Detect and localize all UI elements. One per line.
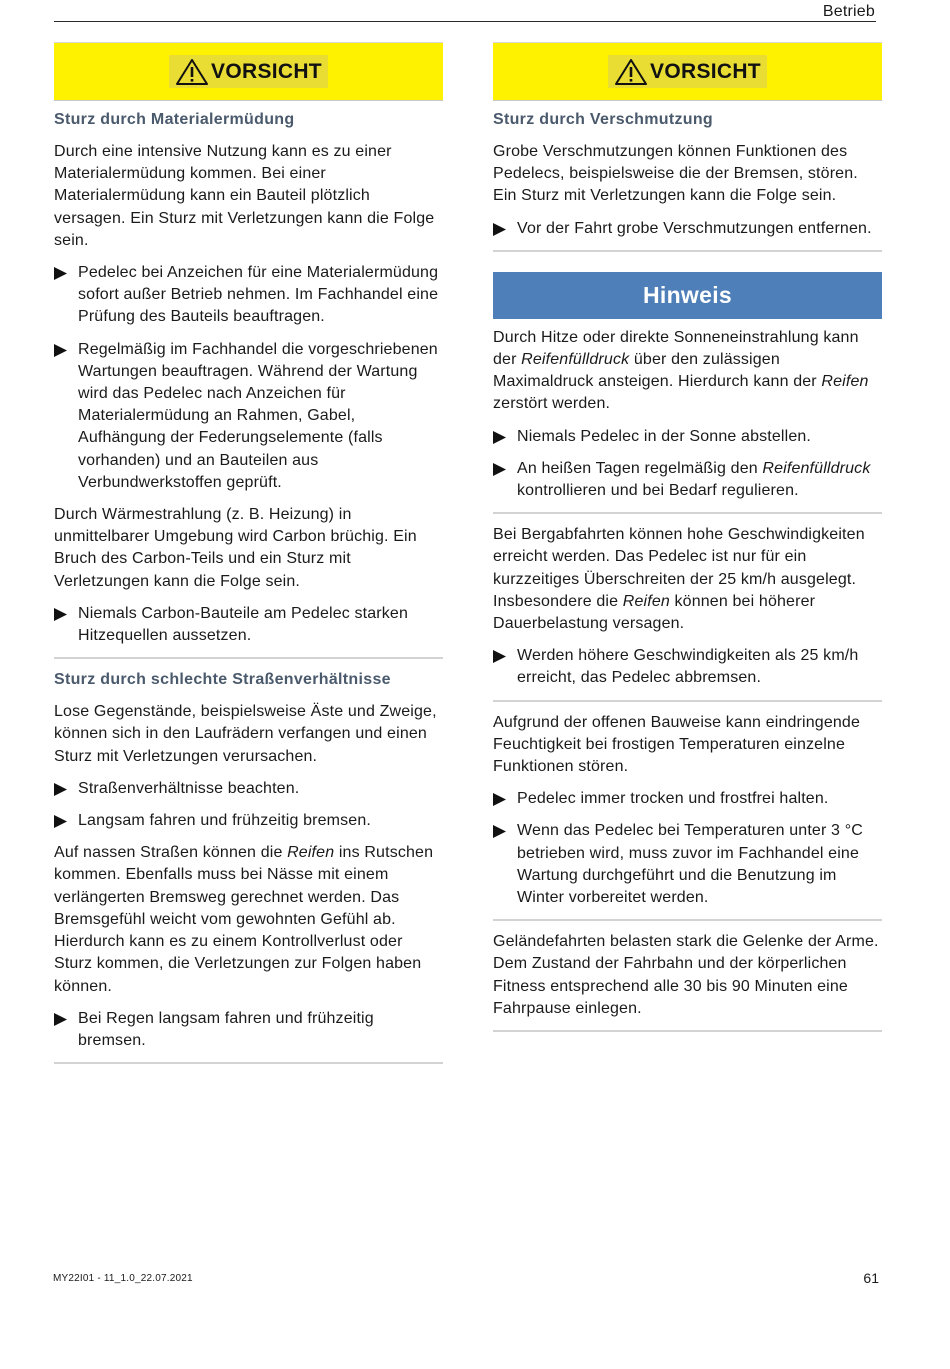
left-column xyxy=(54,42,443,1064)
bullet-arrow-icon xyxy=(54,778,78,800)
note-box: Hinweis xyxy=(493,272,882,319)
list-item xyxy=(493,788,882,810)
list-item-text: Pedelec immer trocken und frostfrei halten. xyxy=(517,790,829,808)
header-rule xyxy=(54,21,876,22)
footer-page-number: 61 xyxy=(863,1270,879,1286)
paragraph: Auf nassen Straßen können die Reifen ins Rutschen kommen. Ebenfalls muss bei Nässe mit einem verlängerten Bremsweg gerechnet werden. Das Bremsgefühl weicht vom gewohnten Gefühl ab. Hierdurch kann es zu einem Kontrollverlust oder Sturz kommen, die Verletzungen zur Folgen haben können. xyxy=(54,844,434,995)
list-item-text: Werden höhere Geschwindigkeiten als 25 km/h erreicht, das Pedelec abbremsen. xyxy=(517,647,859,687)
paragraph: Durch eine intensive Nutzung kann es zu einer Materialermüdung kommen. Bei einer Materialermüdung kann ein Bauteil plötzlich versagen. Ein Sturz mit Verletzungen kann die Folge sein. xyxy=(54,143,435,249)
list-item-text: Niemals Carbon-Bauteile am Pedelec starken Hitzequellen aussetzen. xyxy=(78,604,409,645)
list-item xyxy=(493,426,882,448)
section-divider xyxy=(493,250,882,252)
bullet-arrow-icon xyxy=(54,262,78,329)
list-item-text: Vor der Fahrt grobe Verschmutzungen entfernen. xyxy=(517,219,872,237)
list-item-text: Straßenverhältnisse beachten. xyxy=(78,779,300,797)
list-item xyxy=(54,603,443,647)
section-divider xyxy=(54,1062,443,1064)
warning-box-right xyxy=(493,42,882,101)
list-item xyxy=(54,339,443,494)
bullet-arrow-icon xyxy=(54,603,78,647)
list-item xyxy=(493,645,882,689)
paragraph: Aufgrund der offenen Bauweise kann eindringende Feuchtigkeit bei frostigen Temperaturen einzelne Funktionen stören. xyxy=(493,713,861,776)
section-divider xyxy=(493,1030,882,1032)
bullet-arrow-icon xyxy=(493,820,517,909)
section-divider xyxy=(54,657,443,659)
bullet-arrow-icon xyxy=(493,426,517,448)
list-item-text: Bei Regen langsam fahren und frühzeitig bremsen. xyxy=(78,1009,374,1049)
paragraph: Durch Wärmestrahlung (z. B. Heizung) in unmittelbarer Umgebung wird Carbon brüchig. Ein Bruch des Carbon-Teils und ein Sturz mit Verletzungen kann die Folge sein. xyxy=(54,506,417,590)
bullet-arrow-icon xyxy=(493,645,517,689)
list-item-text: Niemals Pedelec in der Sonne abstellen. xyxy=(517,427,812,445)
bullet-arrow-icon xyxy=(54,1008,78,1052)
list-item-text: Langsam fahren und frühzeitig bremsen. xyxy=(78,812,371,830)
bullet-arrow-icon xyxy=(493,788,517,810)
list-item-text: Wenn das Pedelec bei Temperaturen unter 3 °C betrieben wird, muss zuvor im Fachhandel eine Wartung durchgeführt und die Benutzung im Winter vorbereitet werden. xyxy=(517,822,863,907)
warning-label xyxy=(608,55,767,88)
bullet-arrow-icon xyxy=(493,458,517,502)
subheading-material-fatigue: Sturz durch Materialermüdung xyxy=(54,111,295,128)
list-item-text: Regelmäßig im Fachhandel die vorgeschriebenen Wartungen beauftragen. Während der Wartung wird das Pedelec nach Anzeichen für Materialermüdung an Rahmen, Gabel, Aufhängung der Federungselemente (falls vorhanden) und an Bauteilen aus Verbundwerkstoffen geprüft. xyxy=(78,340,438,491)
list-item xyxy=(493,218,882,240)
paragraph: Lose Gegenstände, beispielsweise Äste und Zweige, können sich in den Laufrädern verfangen und einen Sturz mit Verletzungen verursachen. xyxy=(54,703,437,765)
paragraph: Bei Bergabfahrten können hohe Geschwindigkeiten erreicht werden. Das Pedelec ist nur für ein kurzzeitiges Überschreiten der 25 km/h ausgelegt. Insbesondere die Reifen können bei höherer Dauerbelastung versagen. xyxy=(493,526,865,633)
bullet-arrow-icon xyxy=(54,810,78,832)
warning-label xyxy=(169,55,328,88)
subheading-dirt: Sturz durch Verschmutzung xyxy=(493,111,713,128)
warning-box-left xyxy=(54,42,443,101)
subheading-road-conditions: Sturz durch schlechte Straßenverhältnisse xyxy=(54,671,391,689)
warning-triangle-icon xyxy=(614,58,648,86)
right-column xyxy=(493,42,882,1032)
bullet-arrow-icon xyxy=(54,339,78,494)
paragraph: Geländefahrten belasten stark die Gelenke der Arme. Dem Zustand der Fahrbahn und der körperlichen Fitness entsprechend alle 30 bis 90 Minuten eine Fahrpause einlegen. xyxy=(493,933,879,1017)
list-item-text: Pedelec bei Anzeichen für eine Materialermüdung sofort außer Betrieb nehmen. Im Fachhandel eine Prüfung des Bauteils beauftragen. xyxy=(78,264,439,326)
list-item xyxy=(54,778,443,800)
section-divider xyxy=(493,512,882,514)
list-item-text: An heißen Tagen regelmäßig den Reifenfülldruck kontrollieren und bei Bedarf regulieren. xyxy=(517,459,871,500)
warning-text: VORSICHT xyxy=(211,60,322,83)
list-item xyxy=(54,262,443,329)
warning-triangle-icon xyxy=(175,58,209,86)
section-divider xyxy=(493,700,882,702)
header-section-title: Betrieb xyxy=(822,3,875,20)
warning-text: VORSICHT xyxy=(650,60,761,83)
bullet-arrow-icon xyxy=(493,218,517,240)
section-divider xyxy=(493,919,882,921)
paragraph: Durch Hitze oder direkte Sonneneinstrahlung kann der Reifenfülldruck über den zulässigen Maximaldruck ansteigen. Hierdurch kann der Reifen zerstört werden. xyxy=(493,328,869,413)
footer-doc-id: MY22I01 - 11_1.0_22.07.2021 xyxy=(53,1273,193,1284)
paragraph: Grobe Verschmutzungen können Funktionen des Pedelecs, beispielsweise die der Bremsen, stören. Ein Sturz mit Verletzungen kann die Folge sein. xyxy=(493,143,858,205)
list-item xyxy=(493,820,882,909)
list-item xyxy=(54,810,443,832)
list-item xyxy=(493,458,882,502)
list-item xyxy=(54,1008,443,1052)
